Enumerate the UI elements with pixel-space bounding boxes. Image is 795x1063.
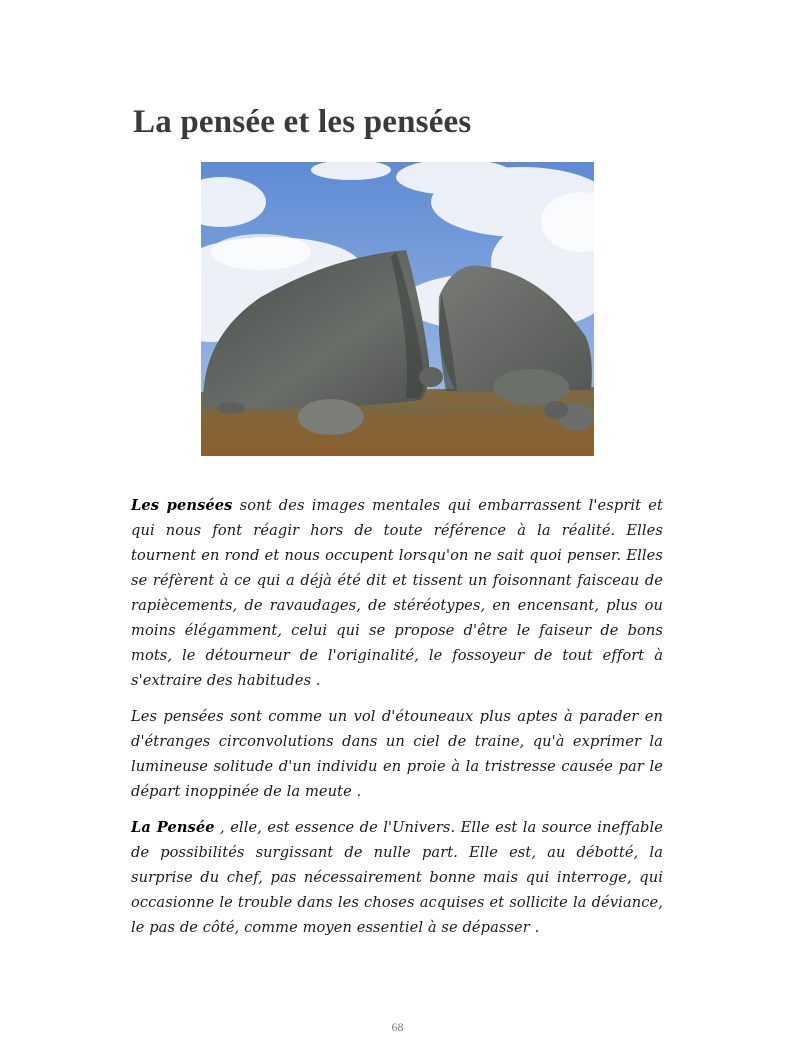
paragraph-3-lead: La Pensée (131, 819, 215, 836)
paragraph-3-text: , elle, est essence de l'Univers. Elle est la source ineffable de possibilités surgissant de nulle part. Elle est, au débotté, la surprise du chef, pas nécessairement bonne mais qui interroge, qui occasionne le trouble dans les choses acquises et sollicite la déviance, le pas de côté, comme moyen essentiel à se dépasser . (131, 819, 663, 936)
body-text (131, 493, 663, 951)
paragraph-1 (131, 493, 663, 693)
page-number: 68 (391, 1020, 404, 1034)
paragraph-2-text: Les pensées sont comme un vol d'étouneaux plus aptes à parader en d'étranges circonvolutions dans un ciel de traine, qu'à exprimer la lumineuse solitude d'un individu en proie à la tristresse causée par le départ inoppinée de la meute . (131, 708, 663, 800)
page-title: La pensée et les pensées (133, 104, 472, 140)
paragraph-3 (131, 815, 663, 940)
boulders-photo (201, 162, 594, 456)
paragraph-1-lead: Les pensées (131, 497, 233, 514)
paragraph-1-text: sont des images mentales qui embarrassent l'esprit et qui nous font réagir hors de toute référence à la réalité. Elles tournent en rond et nous occupent lorsqu'on ne sait quoi penser. Elles se réfèrent à ce qui a déjà été dit et tissent un foisonnant faisceau de rapiècements, de ravaudages, de stéréotypes, en encensant, plus ou moins élégamment, celui qui se propose d'être le faiseur de bons mots, le détourneur de l'originalité, le fossoyeur de tout effort à s'extraire des habitudes . (131, 497, 663, 689)
paragraph-2 (131, 704, 663, 804)
